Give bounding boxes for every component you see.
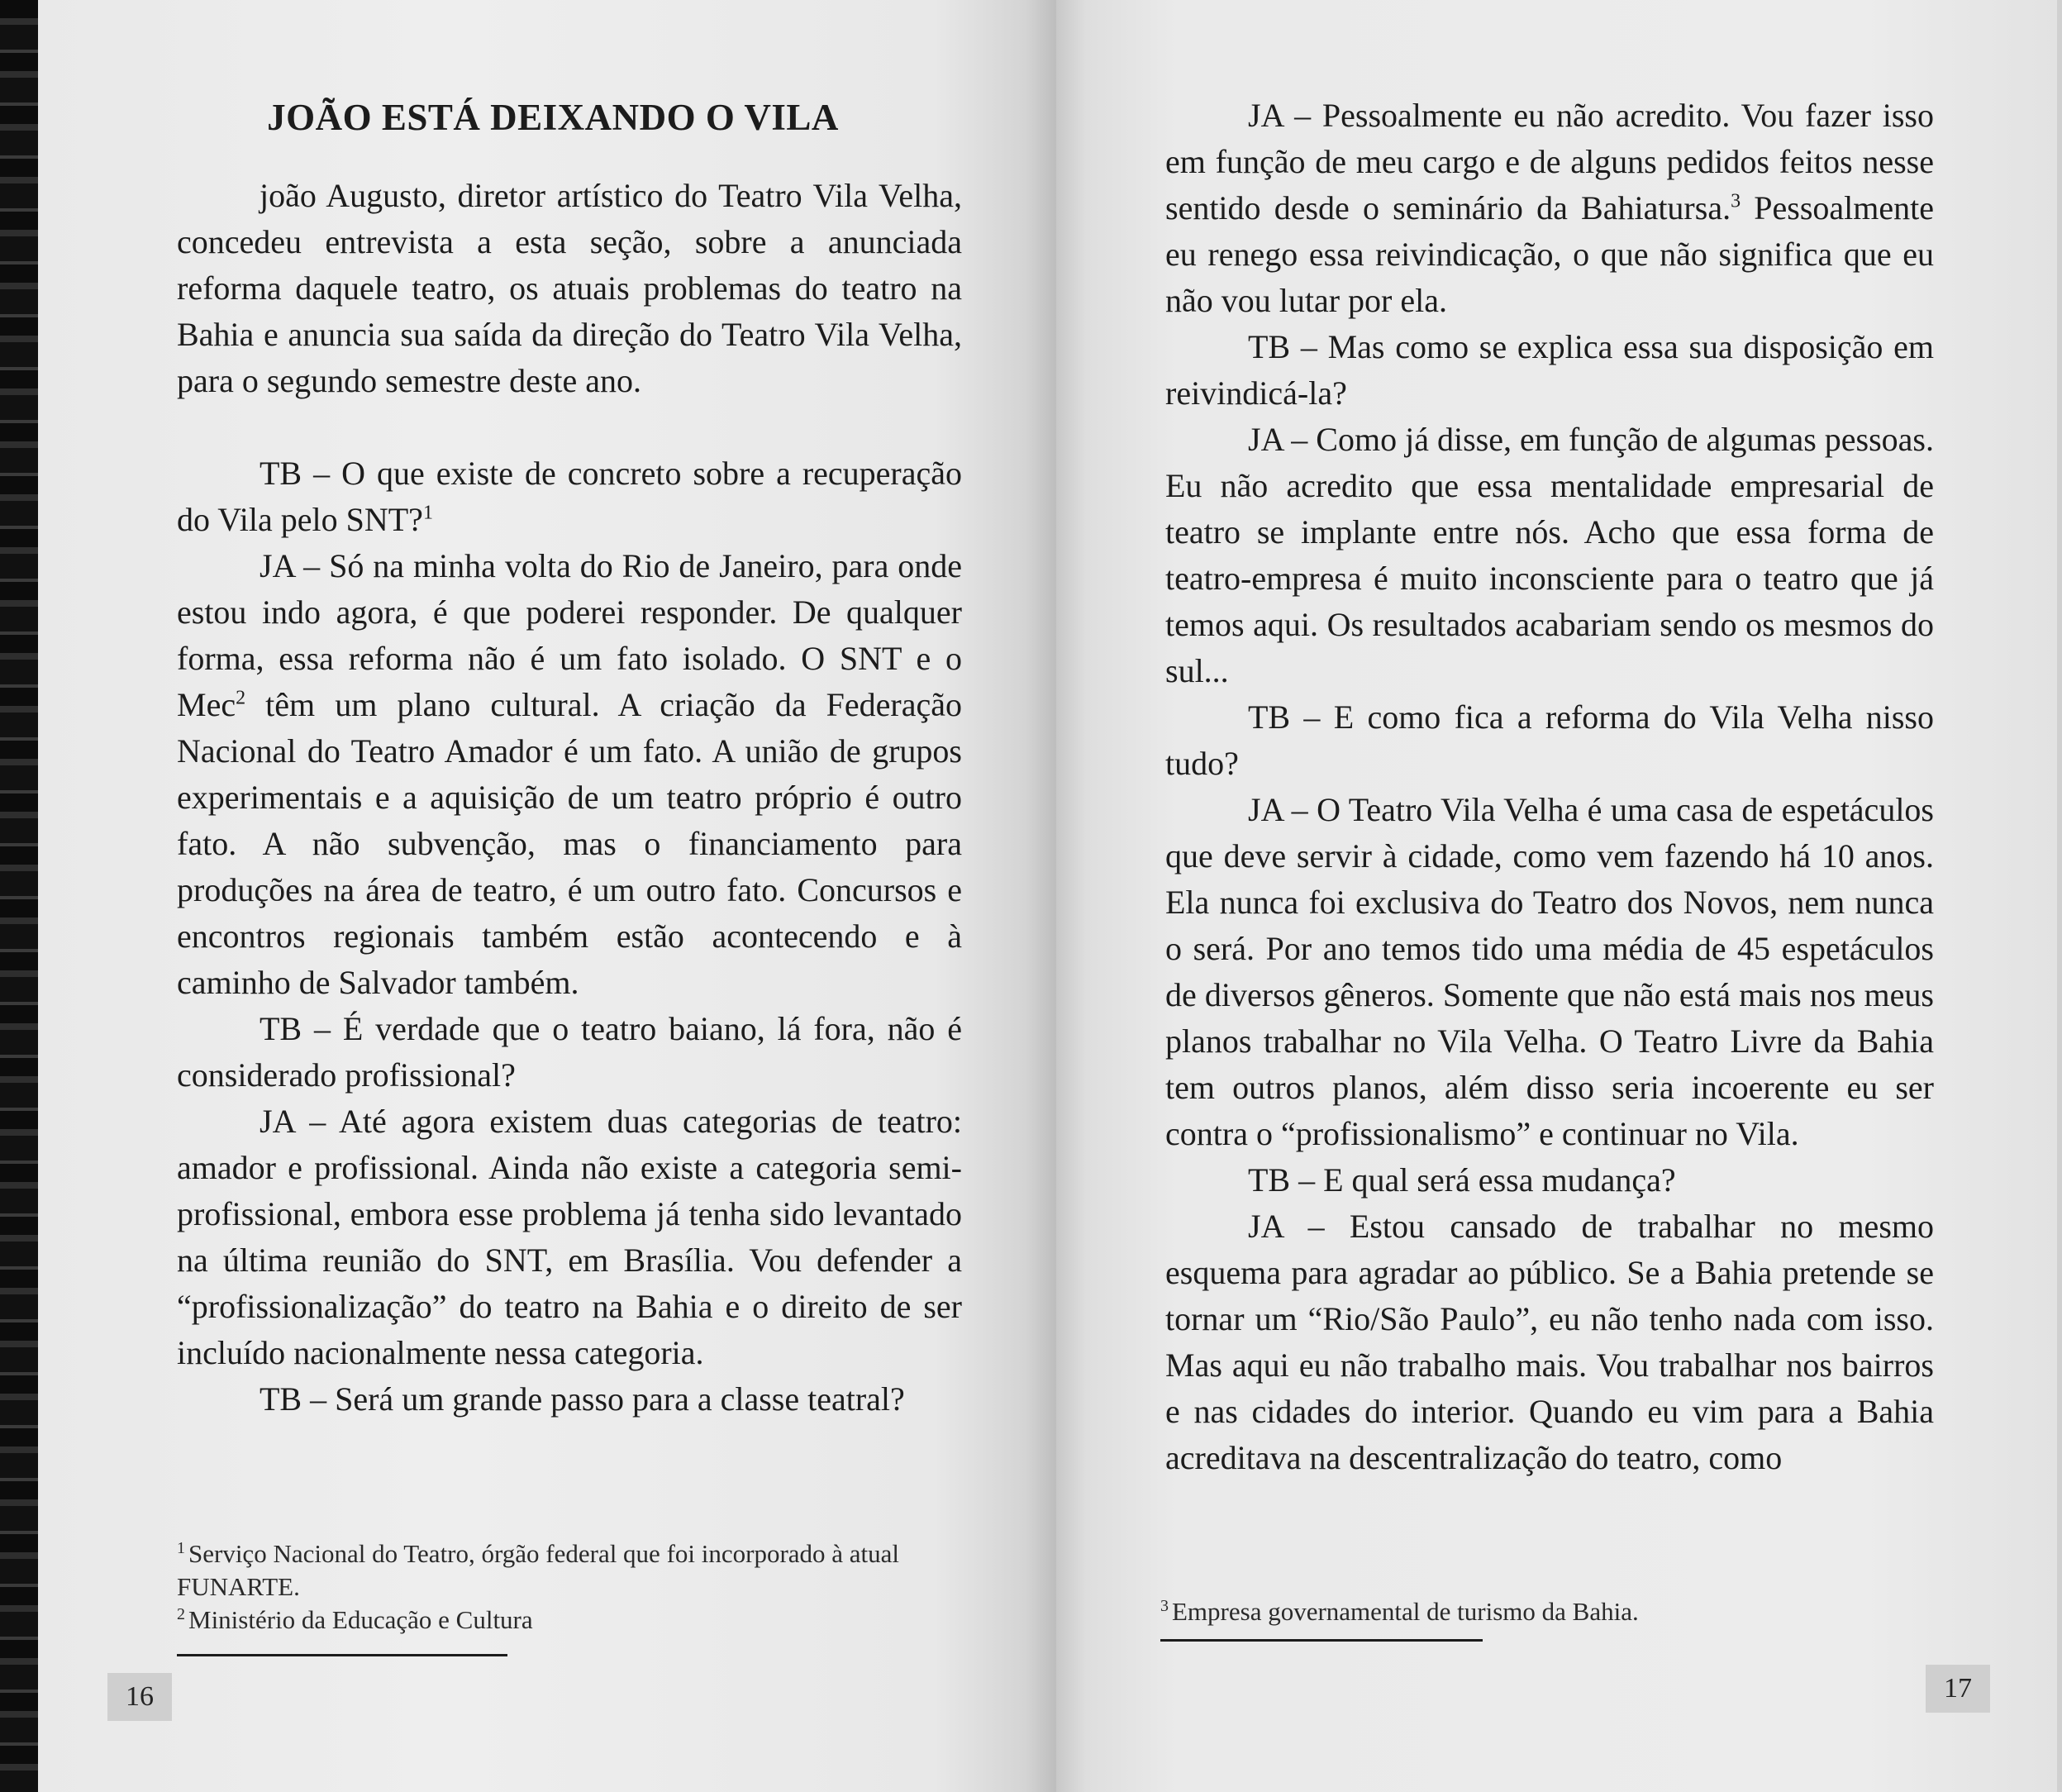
footnote-ref[interactable]: 2 bbox=[236, 687, 246, 709]
question-paragraph: TB – Mas como se explica essa sua disposição em reivindicá-la? bbox=[1165, 328, 1934, 412]
footnote-number: 2 bbox=[177, 1604, 185, 1623]
page-edge bbox=[2057, 0, 2062, 1792]
paragraph-text: TB – O que existe de concreto sobre a recuperação do Vila pelo SNT? bbox=[177, 455, 962, 538]
answer-paragraph bbox=[1165, 93, 1934, 324]
book-binding-edge bbox=[0, 0, 38, 1792]
question-paragraph: TB – E como fica a reforma do Vila Velha nisso tudo? bbox=[1165, 698, 1934, 782]
footnote-text: Empresa governamental de turismo da Bahia. bbox=[1172, 1597, 1639, 1626]
paragraph-text: têm um plano cultural. A criação da Federação Nacional do Teatro Amador é um fato. A união de grupos experimentais e a aquisição de um teatro próprio é outro fato. A não subvenção, mas o financiamento para produções na área de teatro, é um outro fato. Concursos e encontros regionais também estão acontecendo e à caminho de Salvador também. bbox=[177, 686, 962, 1001]
footnote-number: 3 bbox=[1160, 1596, 1169, 1615]
footnote-text: Ministério da Educação e Cultura bbox=[188, 1605, 533, 1634]
footnote-ref[interactable]: 1 bbox=[422, 502, 433, 524]
footnote-rule bbox=[1160, 1639, 1483, 1642]
answer-paragraph: JA – Estou cansado de trabalhar no mesmo esquema para agradar ao público. Se a Bahia pretende se tornar um “Rio/São Paulo”, eu não tenho nada com isso. Mas aqui eu não trabalho mais. Vou trabalhar nos bairros e nas cidades do interior. Quando eu vim para a Bahia acreditava na descentralização do teatro, como bbox=[1165, 1208, 1934, 1476]
paragraph-text: JA – Pessoalmente eu não acredito. Vou fazer isso em função de meu cargo e de alguns pedidos feitos nesse sentido desde o seminário da Bahiatursa. bbox=[1165, 97, 1934, 226]
footnote-rule bbox=[177, 1654, 507, 1656]
footnote-3 bbox=[1160, 1595, 1904, 1628]
left-footnotes bbox=[177, 1537, 970, 1637]
footnote-text: Serviço Nacional do Teatro, órgão federal que foi incorporado à atual FUNARTE. bbox=[177, 1539, 900, 1601]
intro-paragraph: joão Augusto, diretor artístico do Teatro Vila Velha, concedeu entrevista a esta seção, sobre a anunciada reforma daquele teatro, os atuais problemas do teatro na Bahia e anuncia sua saída da direção do Teatro Vila Velha, para o segundo semestre deste ano. bbox=[177, 177, 962, 399]
question-paragraph: TB – Será um grande passo para a classe teatral? bbox=[260, 1380, 905, 1418]
answer-paragraph bbox=[177, 543, 962, 1006]
question-paragraph: TB – E qual será essa mudança? bbox=[1248, 1161, 1676, 1199]
paragraph-text: JA – Só na minha volta do Rio de Janeiro, para onde estou indo agora, é que poderei responder. De qualquer forma, essa reforma não é um fato isolado. O SNT e o Mec bbox=[177, 547, 962, 723]
right-text-column bbox=[1165, 93, 1934, 1481]
footnote-2 bbox=[177, 1604, 970, 1637]
article-title: JOÃO ESTÁ DEIXANDO O VILA bbox=[267, 97, 839, 138]
answer-paragraph: JA – Até agora existem duas categorias de teatro: amador e profissional. Ainda não existe a categoria semi-profissional, embora esse problema já tenha sido levantado na última reunião do SNT, em Brasília. Vou defender a “profissionalização” do teatro na Bahia e o direito de ser incluído nacionalmente nessa categoria. bbox=[177, 1103, 962, 1371]
page-number-right: 17 bbox=[1926, 1665, 1990, 1713]
footnote-ref[interactable]: 3 bbox=[1731, 190, 1741, 212]
answer-paragraph: JA – O Teatro Vila Velha é uma casa de espetáculos que deve servir à cidade, como vem fazendo há 10 anos. Ela nunca foi exclusiva do Teatro dos Novos, nem nunca o será. Por ano temos tido uma média de 45 espetáculos de diversos gêneros. Somente que não está mais nos meus planos trabalhar no Vila Velha. O Teatro Livre da Bahia tem outros planos, além disso seria incoerente eu ser contra o “profissionalismo” e continuar no Vila. bbox=[1165, 791, 1934, 1152]
answer-paragraph: JA – Como já disse, em função de algumas pessoas. Eu não acredito que essa mentalidade empresarial de teatro se implante entre nós. Acho que essa forma de teatro-empresa é muito inconsciente para o teatro que já temos aqui. Os resultados acabariam sendo os mesmos do sul... bbox=[1165, 421, 1934, 689]
paragraph-text: Pessoalmente eu renego essa reivindicação, o que não significa que eu não vou lutar por ela. bbox=[1165, 189, 1934, 319]
footnote-number: 1 bbox=[177, 1538, 185, 1557]
right-footnotes bbox=[1160, 1595, 1904, 1628]
left-text-column bbox=[177, 95, 962, 1423]
footnote-1 bbox=[177, 1537, 970, 1604]
question-paragraph: TB – É verdade que o teatro baiano, lá fora, não é considerado profissional? bbox=[177, 1010, 962, 1094]
question-paragraph bbox=[177, 450, 962, 543]
page-number-left: 16 bbox=[107, 1673, 172, 1721]
